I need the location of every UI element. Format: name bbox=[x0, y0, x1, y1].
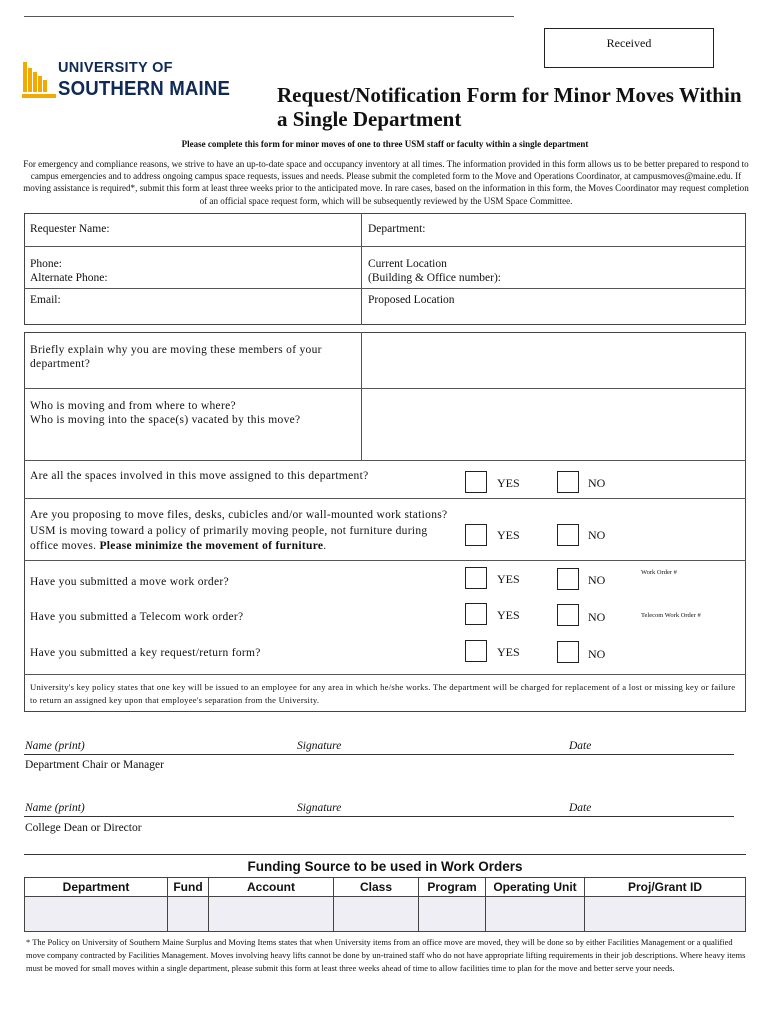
divider bbox=[24, 560, 746, 561]
email-label[interactable]: Email: bbox=[30, 294, 61, 306]
divider bbox=[24, 246, 746, 247]
received-label: Received bbox=[606, 36, 652, 50]
form-subtitle: Please complete this form for minor moves of one to three USM staff or faculty within a single department bbox=[181, 139, 589, 149]
no-label: NO bbox=[588, 476, 606, 490]
divider bbox=[24, 460, 746, 461]
key-yes-checkbox[interactable] bbox=[465, 640, 487, 662]
no-label: NO bbox=[588, 647, 606, 661]
funding-column-header: Operating Unit bbox=[486, 878, 585, 897]
divider bbox=[24, 388, 746, 389]
department-label[interactable]: Department: bbox=[368, 223, 426, 235]
funding-top-rule bbox=[24, 854, 746, 855]
current-location-label[interactable]: Current Location bbox=[368, 258, 447, 270]
move-order-no-checkbox[interactable] bbox=[557, 568, 579, 590]
funding-column-header: Class bbox=[334, 878, 419, 897]
date-label-1: Date bbox=[569, 740, 592, 752]
university-wordmark bbox=[58, 61, 243, 99]
divider bbox=[361, 332, 362, 460]
proposed-location-label[interactable]: Proposed Location bbox=[368, 294, 455, 306]
name-print-label-2: Name (print) bbox=[25, 802, 85, 814]
received-stamp-box bbox=[544, 28, 714, 68]
proj-grant-input-cell[interactable] bbox=[585, 897, 746, 932]
q-telecom-order-label: Have you submitted a Telecom work order? bbox=[30, 611, 244, 623]
program-input-cell[interactable] bbox=[419, 897, 486, 932]
requester-name-label[interactable]: Requester Name: bbox=[30, 223, 110, 235]
funding-title: Funding Source to be used in Work Orders bbox=[247, 859, 523, 874]
account-input-cell[interactable] bbox=[209, 897, 334, 932]
divider bbox=[24, 498, 746, 499]
spaces-yes-checkbox[interactable] bbox=[465, 471, 487, 493]
q-furniture-text: Are you proposing to move files, desks, cubicles and/or wall-mounted work stations? USM is moving toward a policy of primarily moving people, not furniture during office moves. bbox=[30, 509, 448, 552]
date-label-2: Date bbox=[569, 802, 592, 814]
phone-label[interactable]: Phone: bbox=[30, 258, 62, 270]
divider bbox=[24, 288, 746, 289]
footnote: * The Policy on University of Southern Maine Surplus and Moving Items states that when University items from an office move are moved, they will be done so by either Facilities Management or a qualified move company contracted by Facilities Management. Moves involving heavy lifts cannot be done by un-trained staff who do not have appropriate lifting requirements in their job descriptions. Where heavy items must be moved for small moves within a single department, please submit this form at least three weeks ahead of time to allow facilities time to plan for the move and better serve your needs. bbox=[26, 937, 746, 973]
move-order-yes-checkbox[interactable] bbox=[465, 567, 487, 589]
key-policy-note: University's key policy states that one key will be issued to an employee for any area in which he/she works. The department will be charged for replacement of a lost or missing key or failure to return an assigned key upon that employee's separation from the University. bbox=[30, 682, 736, 705]
no-label: NO bbox=[588, 573, 606, 587]
intro-paragraph: For emergency and compliance reasons, we strive to have an up-to-date space and occupancy inventory at all times. The information provided in this form allows us to be better prepared to respond to campus emergencies and to address ongoing campus space requests, issues and needs. Please submit the completed form to the Move and Operations Coordinator, at campusmoves@maine.edu. If moving assistance is required*, submit this form at least three weeks prior to the anticipated move. In rare cases, based on the information in this form, the Moves Coordinator may request completion of an official space request form, which will be subsequently reviewed by the USM Space Committee. bbox=[23, 159, 749, 206]
q-who-vacated-label: Who is moving into the space(s) vacated by this move? bbox=[30, 414, 301, 426]
yes-label: YES bbox=[497, 572, 520, 586]
no-label: NO bbox=[588, 528, 606, 542]
signature-label-2: Signature bbox=[297, 802, 342, 814]
q-move-work-order-label: Have you submitted a move work order? bbox=[30, 576, 229, 588]
q-furniture-label: Are you proposing to move files, desks, cubicles and/or wall-mounted work stations? USM is moving toward a policy of primarily moving people, not furniture during office moves. Please minimize the movement of furniture. bbox=[30, 509, 448, 552]
yes-label: YES bbox=[497, 476, 520, 490]
q-furniture-bold-text: Please minimize the movement of furniture bbox=[99, 540, 324, 552]
logo-line-1: UNIVERSITY OF bbox=[58, 60, 173, 76]
q-reason-label: Briefly explain why you are moving these members of your department? bbox=[30, 344, 322, 370]
spaces-no-checkbox[interactable] bbox=[557, 471, 579, 493]
yes-label: YES bbox=[497, 528, 520, 542]
divider bbox=[24, 674, 746, 675]
fund-input-cell[interactable] bbox=[168, 897, 209, 932]
form-title: Request/Notification Form for Minor Moves Within a Single Department bbox=[277, 83, 742, 131]
funding-column-header: Department bbox=[25, 878, 168, 897]
telecom-no-checkbox[interactable] bbox=[557, 604, 579, 626]
alternate-phone-label[interactable]: Alternate Phone: bbox=[30, 272, 108, 284]
name-print-label-1: Name (print) bbox=[25, 740, 85, 752]
furniture-no-checkbox[interactable] bbox=[557, 524, 579, 546]
yes-label: YES bbox=[497, 645, 520, 659]
logo-line-2: SOUTHERN MAINE bbox=[58, 77, 231, 100]
current-location-sub-label: (Building & Office number): bbox=[368, 272, 501, 284]
signature-label-1: Signature bbox=[297, 740, 342, 752]
top-rule bbox=[24, 16, 514, 17]
telecom-order-number-label[interactable]: Telecom Work Order # bbox=[641, 612, 701, 619]
yes-label: YES bbox=[497, 608, 520, 622]
role-college-dean: College Dean or Director bbox=[25, 822, 142, 834]
telecom-yes-checkbox[interactable] bbox=[465, 603, 487, 625]
signature-line-1[interactable] bbox=[24, 754, 734, 755]
work-order-number-label[interactable]: Work Order # bbox=[641, 569, 677, 576]
funding-column-header: Account bbox=[209, 878, 334, 897]
signature-line-2[interactable] bbox=[24, 816, 734, 817]
divider bbox=[361, 213, 362, 325]
funding-column-header: Program bbox=[419, 878, 486, 897]
class-input-cell[interactable] bbox=[334, 897, 419, 932]
no-label: NO bbox=[588, 610, 606, 624]
key-no-checkbox[interactable] bbox=[557, 641, 579, 663]
funding-table bbox=[24, 877, 746, 932]
funding-column-header: Proj/Grant ID bbox=[585, 878, 746, 897]
furniture-yes-checkbox[interactable] bbox=[465, 524, 487, 546]
role-department-chair: Department Chair or Manager bbox=[25, 759, 164, 771]
q-spaces-assigned-label: Are all the spaces involved in this move assigned to this department? bbox=[30, 470, 369, 482]
usm-logo-icon bbox=[22, 60, 58, 104]
q-key-request-label: Have you submitted a key request/return form? bbox=[30, 647, 261, 659]
funding-column-header: Fund bbox=[168, 878, 209, 897]
q-who-moving-label: Who is moving and from where to where? bbox=[30, 400, 236, 412]
operating-unit-input-cell[interactable] bbox=[486, 897, 585, 932]
department-input-cell[interactable] bbox=[25, 897, 168, 932]
